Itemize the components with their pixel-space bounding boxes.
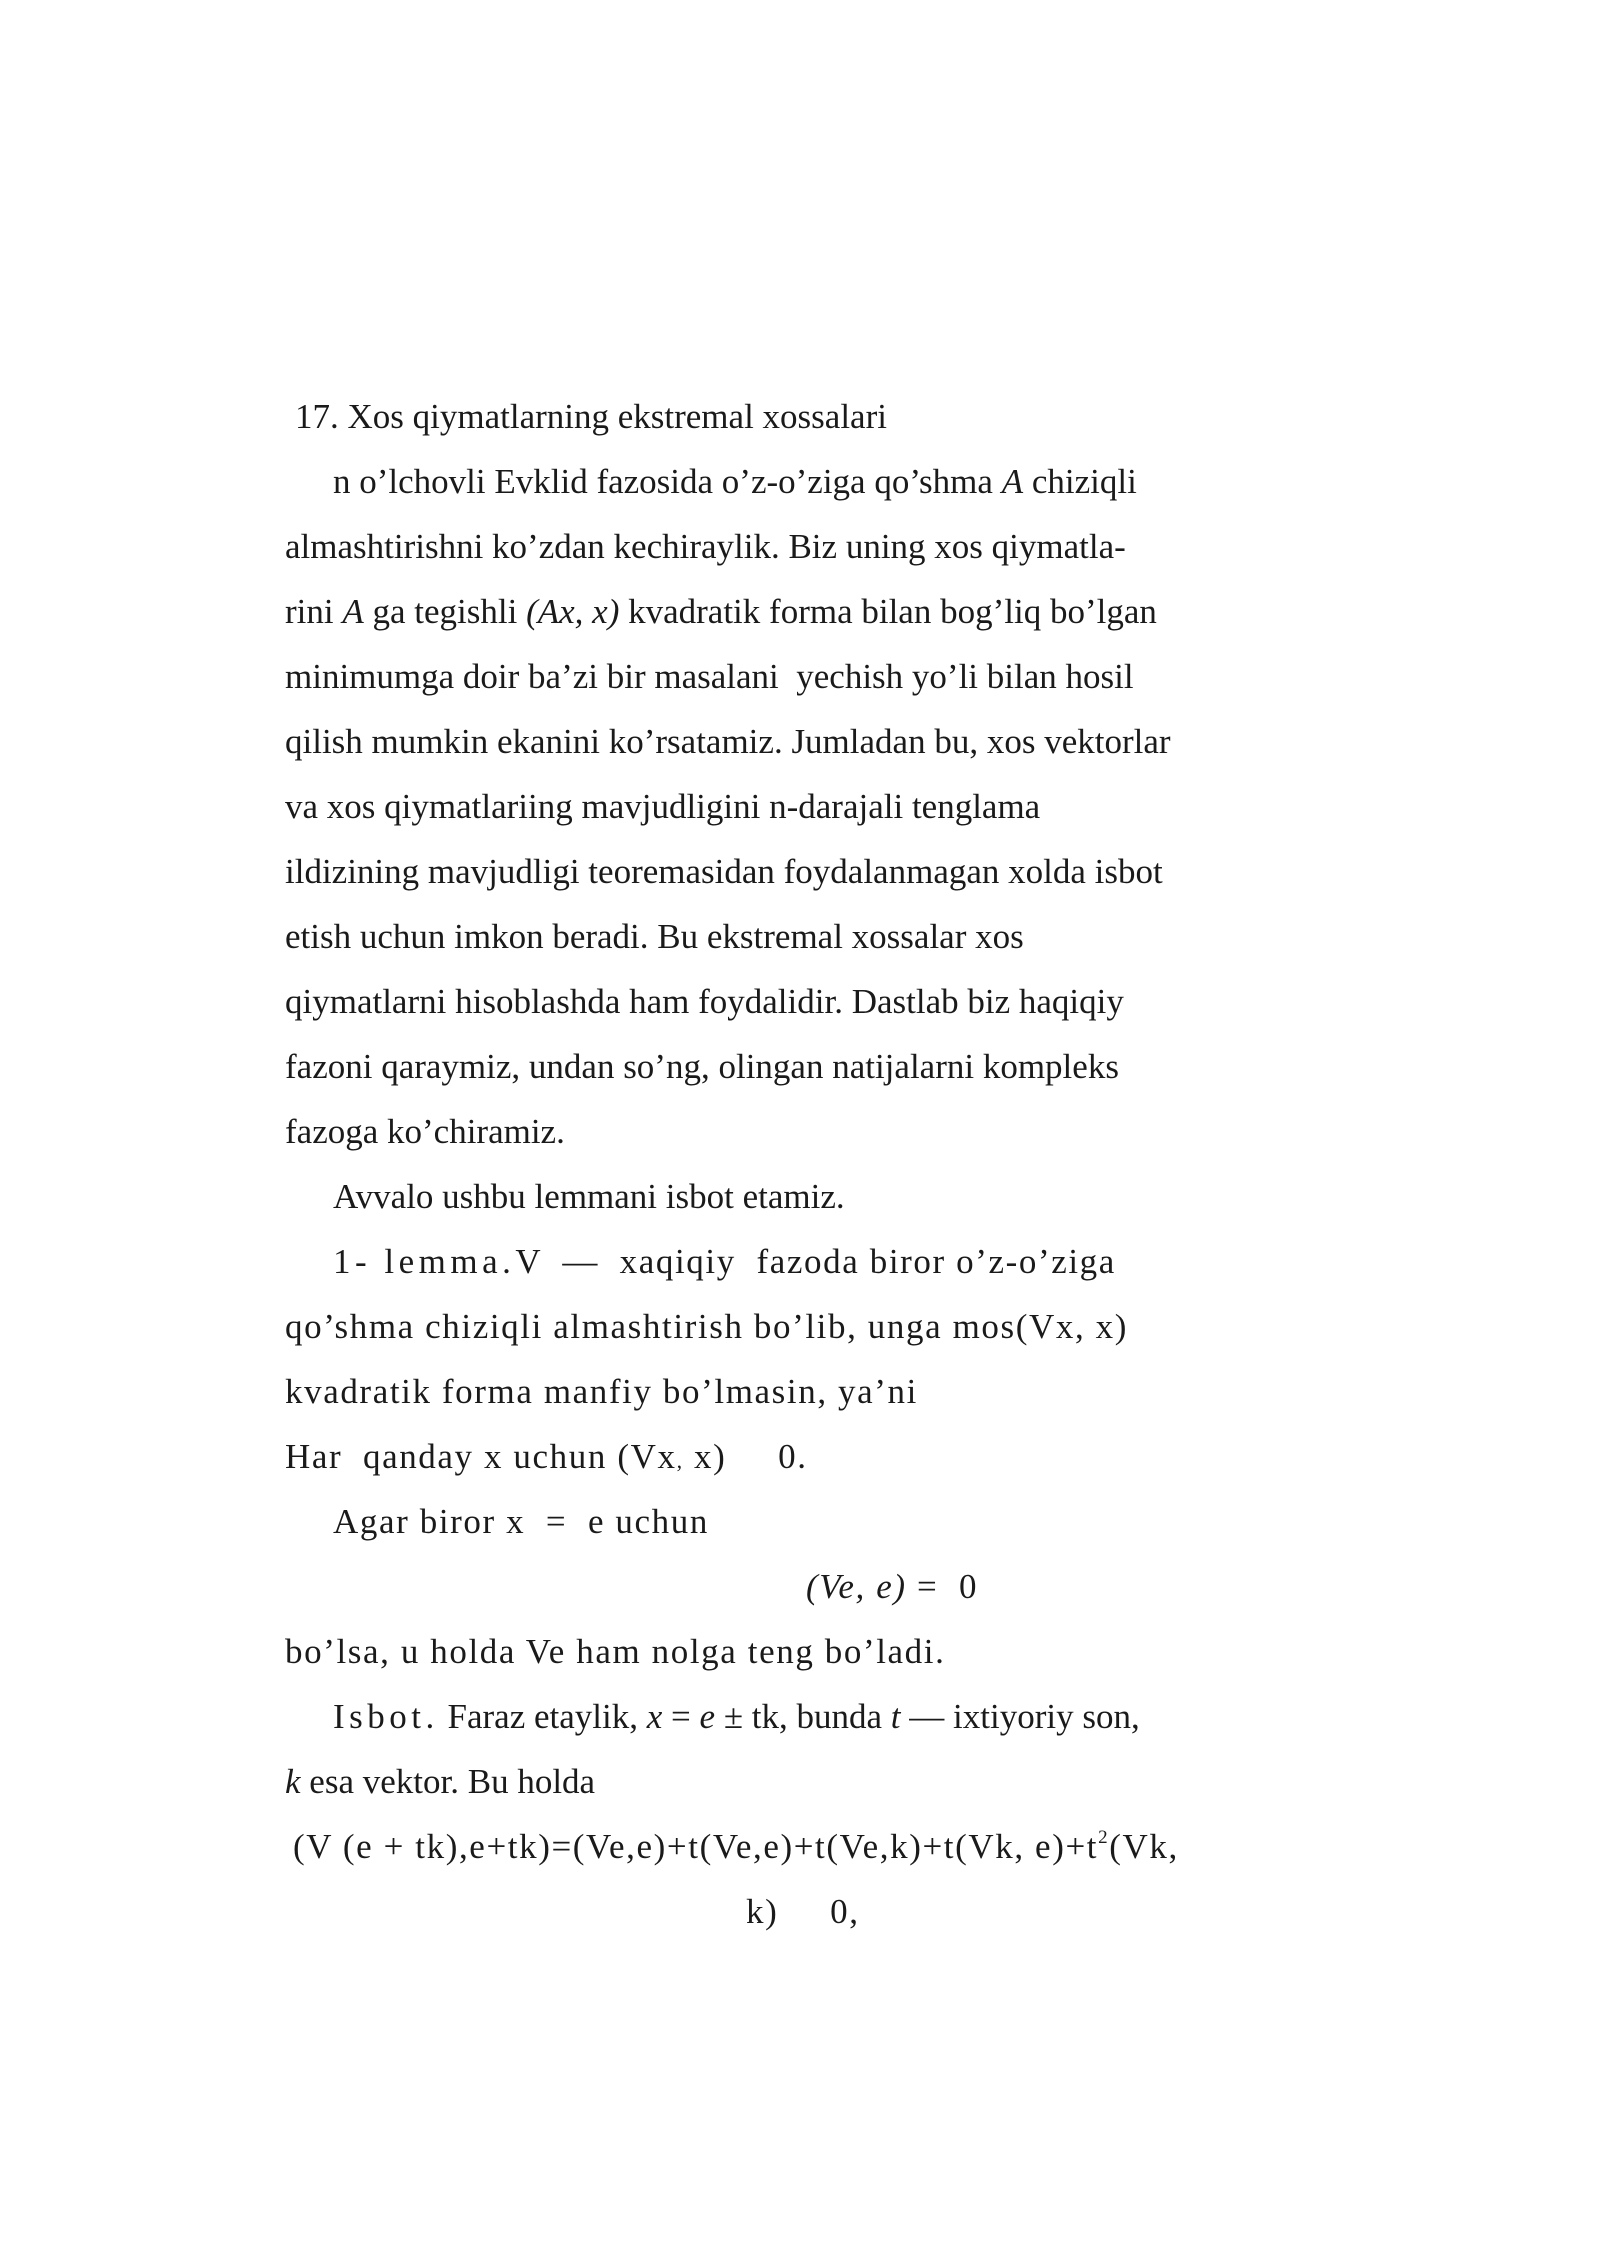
text-run: esa vektor. Bu holda [300,1762,596,1801]
paragraph-line: minimumga doir ba’zi bir masalani yechish yo’li bilan hosil [285,657,1134,696]
paragraph-line: Avvalo ushbu lemmani isbot etamiz. [333,1177,845,1216]
text-run: ga tegishli [363,592,527,631]
proof-equation: k) 0, [746,1892,860,1931]
text-run: = 0 [906,1567,979,1606]
paragraph-line: almashtirishni ko’zdan kechiraylik. Biz uning xos qiymatla- [285,527,1126,566]
italic-symbol: x [646,1697,663,1736]
paragraph-line: ildizining mavjudligi teoremasidan foydalanmagan xolda isbot [285,852,1163,891]
text-run: kvadratik forma bilan bog’liq bo’lgan [619,592,1157,631]
lemma-line: Agar biror x = e uchun [333,1502,709,1541]
superscript: 2 [1098,1827,1110,1848]
italic-symbol: t [890,1697,901,1736]
lemma-line [285,1437,808,1481]
italic-formula: (Ax, x) [526,592,620,631]
italic-symbol: A [1001,462,1024,501]
lemma-line: bo’lsa, u holda Ve ham nolga teng bo’ladi. [285,1632,946,1671]
text-run: — ixtiyoriy son, [900,1697,1140,1736]
text-run: x) 0. [683,1437,808,1476]
paragraph-line [333,462,1137,502]
lemma-line [333,1242,1116,1282]
text-run: rini [285,592,343,631]
lemma-line: kvadratik forma manfiy bo’lmasin, ya’ni [285,1372,918,1411]
lemma-label: 1- lemma. [333,1242,516,1281]
subscript-comma: , [676,1448,684,1473]
text-run: = [662,1697,700,1736]
proof-line [333,1697,1140,1737]
text-run: chiziqli [1023,462,1137,501]
text-run: Faraz etaylik, [438,1697,647,1736]
text-run: ± tk, bunda [715,1697,891,1736]
text-run: V — xaqiqiy fazoda biror o’z-o’ziga [515,1242,1116,1281]
paragraph-line: fazoni qaraymiz, undan so’ng, olingan natijalarni kompleks [285,1047,1119,1086]
text-run: (Vk, [1109,1827,1179,1866]
paragraph-line: va xos qiymatlariing mavjudligini n-darajali tenglama [285,787,1041,826]
italic-symbol: k [285,1762,301,1801]
paragraph-line: qilish mumkin ekanini ko’rsatamiz. Jumladan bu, xos vektorlar [285,722,1171,761]
text-run: (V (e + tk),e+tk)=(Ve,e)+t(Ve,e)+t(Ve,k)+t(Vk, e)+t [293,1827,1099,1866]
paragraph-line: qiymatlarni hisoblashda ham foydalidir. Dastlab biz haqiqiy [285,982,1124,1021]
proof-equation [293,1827,1179,1867]
paragraph-line [285,592,1157,632]
text-run: Har qanday x uchun (Vx [285,1437,677,1476]
section-title: 17. Xos qiymatlarning ekstremal xossalari [295,397,887,436]
italic-symbol: e [699,1697,716,1736]
italic-symbol: A [342,592,364,631]
display-formula [806,1567,978,1607]
text-run: n o’lchovli Evklid fazosida o’z-o’ziga qo’shma [333,462,1002,501]
lemma-line: qo’shma chiziqli almashtirish bo’lib, unga mos(Vx, x) [285,1307,1129,1346]
proof-label: Isbot. [333,1697,439,1736]
paragraph-line: fazoga ko’chiramiz. [285,1112,565,1151]
italic-formula: (Ve, e) [806,1567,907,1606]
proof-line [285,1762,595,1802]
paragraph-line: etish uchun imkon beradi. Bu ekstremal xossalar xos [285,917,1024,956]
